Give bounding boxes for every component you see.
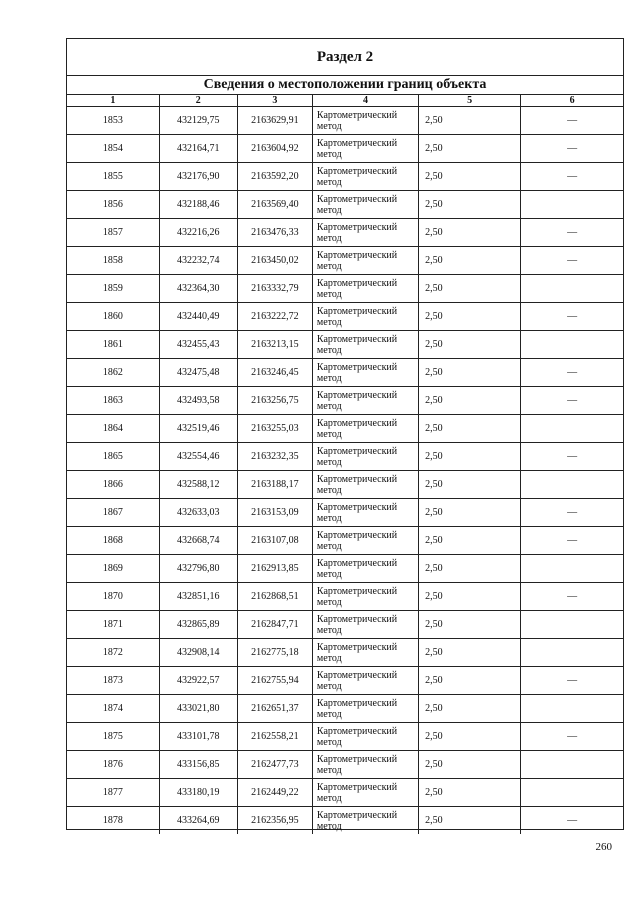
accuracy-cell: 2,50 (419, 219, 521, 247)
column-header: 1 (67, 95, 159, 107)
y-coordinate-cell: 2162558,21 (237, 723, 312, 751)
method-cell: Картометрический метод (312, 303, 418, 331)
accuracy-cell: 2,50 (419, 331, 521, 359)
table-row (67, 751, 623, 779)
method-cell: Картометрический метод (312, 807, 418, 835)
description-cell (521, 779, 623, 807)
y-coordinate-cell: 2163107,08 (237, 527, 312, 555)
x-coordinate-cell: 432633,03 (159, 499, 237, 527)
y-coordinate-cell: 2163592,20 (237, 163, 312, 191)
accuracy-cell: 2,50 (419, 247, 521, 275)
table-row (67, 779, 623, 807)
accuracy-cell: 2,50 (419, 527, 521, 555)
accuracy-cell: 2,50 (419, 779, 521, 807)
y-coordinate-cell: 2163222,72 (237, 303, 312, 331)
description-cell (521, 471, 623, 499)
y-coordinate-cell: 2162449,22 (237, 779, 312, 807)
point-number-cell: 1864 (67, 415, 159, 443)
column-header: 4 (312, 95, 418, 107)
description-cell (521, 415, 623, 443)
accuracy-cell: 2,50 (419, 387, 521, 415)
description-cell (521, 275, 623, 303)
table-row (67, 527, 623, 555)
table-row (67, 583, 623, 611)
x-coordinate-cell: 432851,16 (159, 583, 237, 611)
x-coordinate-cell: 432588,12 (159, 471, 237, 499)
method-cell: Картометрический метод (312, 107, 418, 135)
y-coordinate-cell: 2163569,40 (237, 191, 312, 219)
description-cell (521, 751, 623, 779)
method-cell: Картометрический метод (312, 247, 418, 275)
accuracy-cell: 2,50 (419, 191, 521, 219)
point-number-cell: 1872 (67, 639, 159, 667)
description-cell (521, 695, 623, 723)
x-coordinate-cell: 433180,19 (159, 779, 237, 807)
point-number-cell: 1859 (67, 275, 159, 303)
point-number-cell: 1875 (67, 723, 159, 751)
accuracy-cell: 2,50 (419, 303, 521, 331)
description-cell (521, 555, 623, 583)
table-row (67, 499, 623, 527)
y-coordinate-cell: 2163332,79 (237, 275, 312, 303)
table-row (67, 667, 623, 695)
x-coordinate-cell: 432455,43 (159, 331, 237, 359)
table-row (67, 611, 623, 639)
column-header: 2 (159, 95, 237, 107)
accuracy-cell: 2,50 (419, 723, 521, 751)
point-number-cell: 1857 (67, 219, 159, 247)
accuracy-cell: 2,50 (419, 555, 521, 583)
y-coordinate-cell: 2162913,85 (237, 555, 312, 583)
y-coordinate-cell: 2162356,95 (237, 807, 312, 835)
y-coordinate-cell: 2162755,94 (237, 667, 312, 695)
column-header: 6 (521, 95, 623, 107)
method-cell: Картометрический метод (312, 471, 418, 499)
description-cell: — (521, 359, 623, 387)
description-cell: — (521, 107, 623, 135)
table-row (67, 471, 623, 499)
point-number-cell: 1853 (67, 107, 159, 135)
section-subtitle: Сведения о местоположении границ объекта (67, 76, 623, 95)
method-cell: Картометрический метод (312, 135, 418, 163)
description-cell: — (521, 135, 623, 163)
method-cell: Картометрический метод (312, 219, 418, 247)
accuracy-cell: 2,50 (419, 135, 521, 163)
method-cell: Картометрический метод (312, 555, 418, 583)
table-header-row (67, 95, 623, 107)
table-row (67, 275, 623, 303)
method-cell: Картометрический метод (312, 163, 418, 191)
point-number-cell: 1861 (67, 331, 159, 359)
x-coordinate-cell: 432493,58 (159, 387, 237, 415)
accuracy-cell: 2,50 (419, 163, 521, 191)
x-coordinate-cell: 432922,57 (159, 667, 237, 695)
y-coordinate-cell: 2163256,75 (237, 387, 312, 415)
x-coordinate-cell: 433101,78 (159, 723, 237, 751)
accuracy-cell: 2,50 (419, 107, 521, 135)
accuracy-cell: 2,50 (419, 695, 521, 723)
x-coordinate-cell: 432129,75 (159, 107, 237, 135)
y-coordinate-cell: 2163604,92 (237, 135, 312, 163)
method-cell: Картометрический метод (312, 583, 418, 611)
x-coordinate-cell: 432865,89 (159, 611, 237, 639)
description-cell (521, 191, 623, 219)
point-number-cell: 1866 (67, 471, 159, 499)
x-coordinate-cell: 432668,74 (159, 527, 237, 555)
point-number-cell: 1871 (67, 611, 159, 639)
point-number-cell: 1867 (67, 499, 159, 527)
y-coordinate-cell: 2163450,02 (237, 247, 312, 275)
accuracy-cell: 2,50 (419, 275, 521, 303)
point-number-cell: 1874 (67, 695, 159, 723)
x-coordinate-cell: 432216,26 (159, 219, 237, 247)
description-cell: — (521, 163, 623, 191)
description-cell (521, 611, 623, 639)
point-number-cell: 1869 (67, 555, 159, 583)
y-coordinate-cell: 2163153,09 (237, 499, 312, 527)
point-number-cell: 1868 (67, 527, 159, 555)
method-cell: Картометрический метод (312, 527, 418, 555)
x-coordinate-cell: 432164,71 (159, 135, 237, 163)
x-coordinate-cell: 433264,69 (159, 807, 237, 835)
table-row (67, 807, 623, 835)
accuracy-cell: 2,50 (419, 751, 521, 779)
description-cell: — (521, 583, 623, 611)
x-coordinate-cell: 433021,80 (159, 695, 237, 723)
point-number-cell: 1865 (67, 443, 159, 471)
table-row (67, 331, 623, 359)
point-number-cell: 1856 (67, 191, 159, 219)
table-row (67, 219, 623, 247)
method-cell: Картометрический метод (312, 779, 418, 807)
x-coordinate-cell: 432232,74 (159, 247, 237, 275)
point-number-cell: 1873 (67, 667, 159, 695)
y-coordinate-cell: 2163255,03 (237, 415, 312, 443)
x-coordinate-cell: 432475,48 (159, 359, 237, 387)
x-coordinate-cell: 432176,90 (159, 163, 237, 191)
page-number: 260 (595, 841, 612, 853)
method-cell: Картометрический метод (312, 751, 418, 779)
method-cell: Картометрический метод (312, 639, 418, 667)
method-cell: Картометрический метод (312, 275, 418, 303)
table-row (67, 695, 623, 723)
table-row (67, 443, 623, 471)
y-coordinate-cell: 2162847,71 (237, 611, 312, 639)
accuracy-cell: 2,50 (419, 667, 521, 695)
point-number-cell: 1860 (67, 303, 159, 331)
table-row (67, 135, 623, 163)
table-row (67, 555, 623, 583)
description-cell: — (521, 387, 623, 415)
table-row (67, 387, 623, 415)
x-coordinate-cell: 432519,46 (159, 415, 237, 443)
description-cell (521, 331, 623, 359)
x-coordinate-cell: 432554,46 (159, 443, 237, 471)
description-cell: — (521, 667, 623, 695)
accuracy-cell: 2,50 (419, 807, 521, 835)
y-coordinate-cell: 2162868,51 (237, 583, 312, 611)
point-number-cell: 1858 (67, 247, 159, 275)
x-coordinate-cell: 432364,30 (159, 275, 237, 303)
x-coordinate-cell: 432440,49 (159, 303, 237, 331)
accuracy-cell: 2,50 (419, 499, 521, 527)
point-number-cell: 1863 (67, 387, 159, 415)
x-coordinate-cell: 432188,46 (159, 191, 237, 219)
y-coordinate-cell: 2163213,15 (237, 331, 312, 359)
method-cell: Картометрический метод (312, 415, 418, 443)
description-cell: — (521, 527, 623, 555)
table-row (67, 415, 623, 443)
point-number-cell: 1878 (67, 807, 159, 835)
description-cell: — (521, 443, 623, 471)
table-row (67, 163, 623, 191)
description-cell: — (521, 219, 623, 247)
point-number-cell: 1877 (67, 779, 159, 807)
y-coordinate-cell: 2162651,37 (237, 695, 312, 723)
section-title: Раздел 2 (67, 39, 623, 76)
method-cell: Картометрический метод (312, 191, 418, 219)
document-frame (66, 38, 624, 830)
accuracy-cell: 2,50 (419, 583, 521, 611)
y-coordinate-cell: 2163629,91 (237, 107, 312, 135)
point-number-cell: 1855 (67, 163, 159, 191)
column-header: 3 (237, 95, 312, 107)
table-row (67, 723, 623, 751)
accuracy-cell: 2,50 (419, 611, 521, 639)
description-cell: — (521, 723, 623, 751)
y-coordinate-cell: 2163232,35 (237, 443, 312, 471)
table-body (67, 107, 623, 835)
description-cell: — (521, 499, 623, 527)
x-coordinate-cell: 432796,80 (159, 555, 237, 583)
point-number-cell: 1870 (67, 583, 159, 611)
point-number-cell: 1854 (67, 135, 159, 163)
accuracy-cell: 2,50 (419, 471, 521, 499)
y-coordinate-cell: 2162477,73 (237, 751, 312, 779)
description-cell: — (521, 303, 623, 331)
coordinates-table (67, 95, 623, 834)
description-cell (521, 639, 623, 667)
table-row (67, 303, 623, 331)
x-coordinate-cell: 433156,85 (159, 751, 237, 779)
description-cell: — (521, 807, 623, 835)
method-cell: Картометрический метод (312, 499, 418, 527)
method-cell: Картометрический метод (312, 723, 418, 751)
method-cell: Картометрический метод (312, 331, 418, 359)
table-row (67, 191, 623, 219)
table-row (67, 639, 623, 667)
method-cell: Картометрический метод (312, 667, 418, 695)
point-number-cell: 1862 (67, 359, 159, 387)
method-cell: Картометрический метод (312, 443, 418, 471)
method-cell: Картометрический метод (312, 359, 418, 387)
column-header: 5 (419, 95, 521, 107)
table-row (67, 107, 623, 135)
table-row (67, 247, 623, 275)
y-coordinate-cell: 2163476,33 (237, 219, 312, 247)
method-cell: Картометрический метод (312, 611, 418, 639)
method-cell: Картометрический метод (312, 387, 418, 415)
accuracy-cell: 2,50 (419, 443, 521, 471)
y-coordinate-cell: 2163246,45 (237, 359, 312, 387)
y-coordinate-cell: 2163188,17 (237, 471, 312, 499)
y-coordinate-cell: 2162775,18 (237, 639, 312, 667)
point-number-cell: 1876 (67, 751, 159, 779)
table-row (67, 359, 623, 387)
x-coordinate-cell: 432908,14 (159, 639, 237, 667)
description-cell: — (521, 247, 623, 275)
method-cell: Картометрический метод (312, 695, 418, 723)
accuracy-cell: 2,50 (419, 359, 521, 387)
accuracy-cell: 2,50 (419, 639, 521, 667)
accuracy-cell: 2,50 (419, 415, 521, 443)
